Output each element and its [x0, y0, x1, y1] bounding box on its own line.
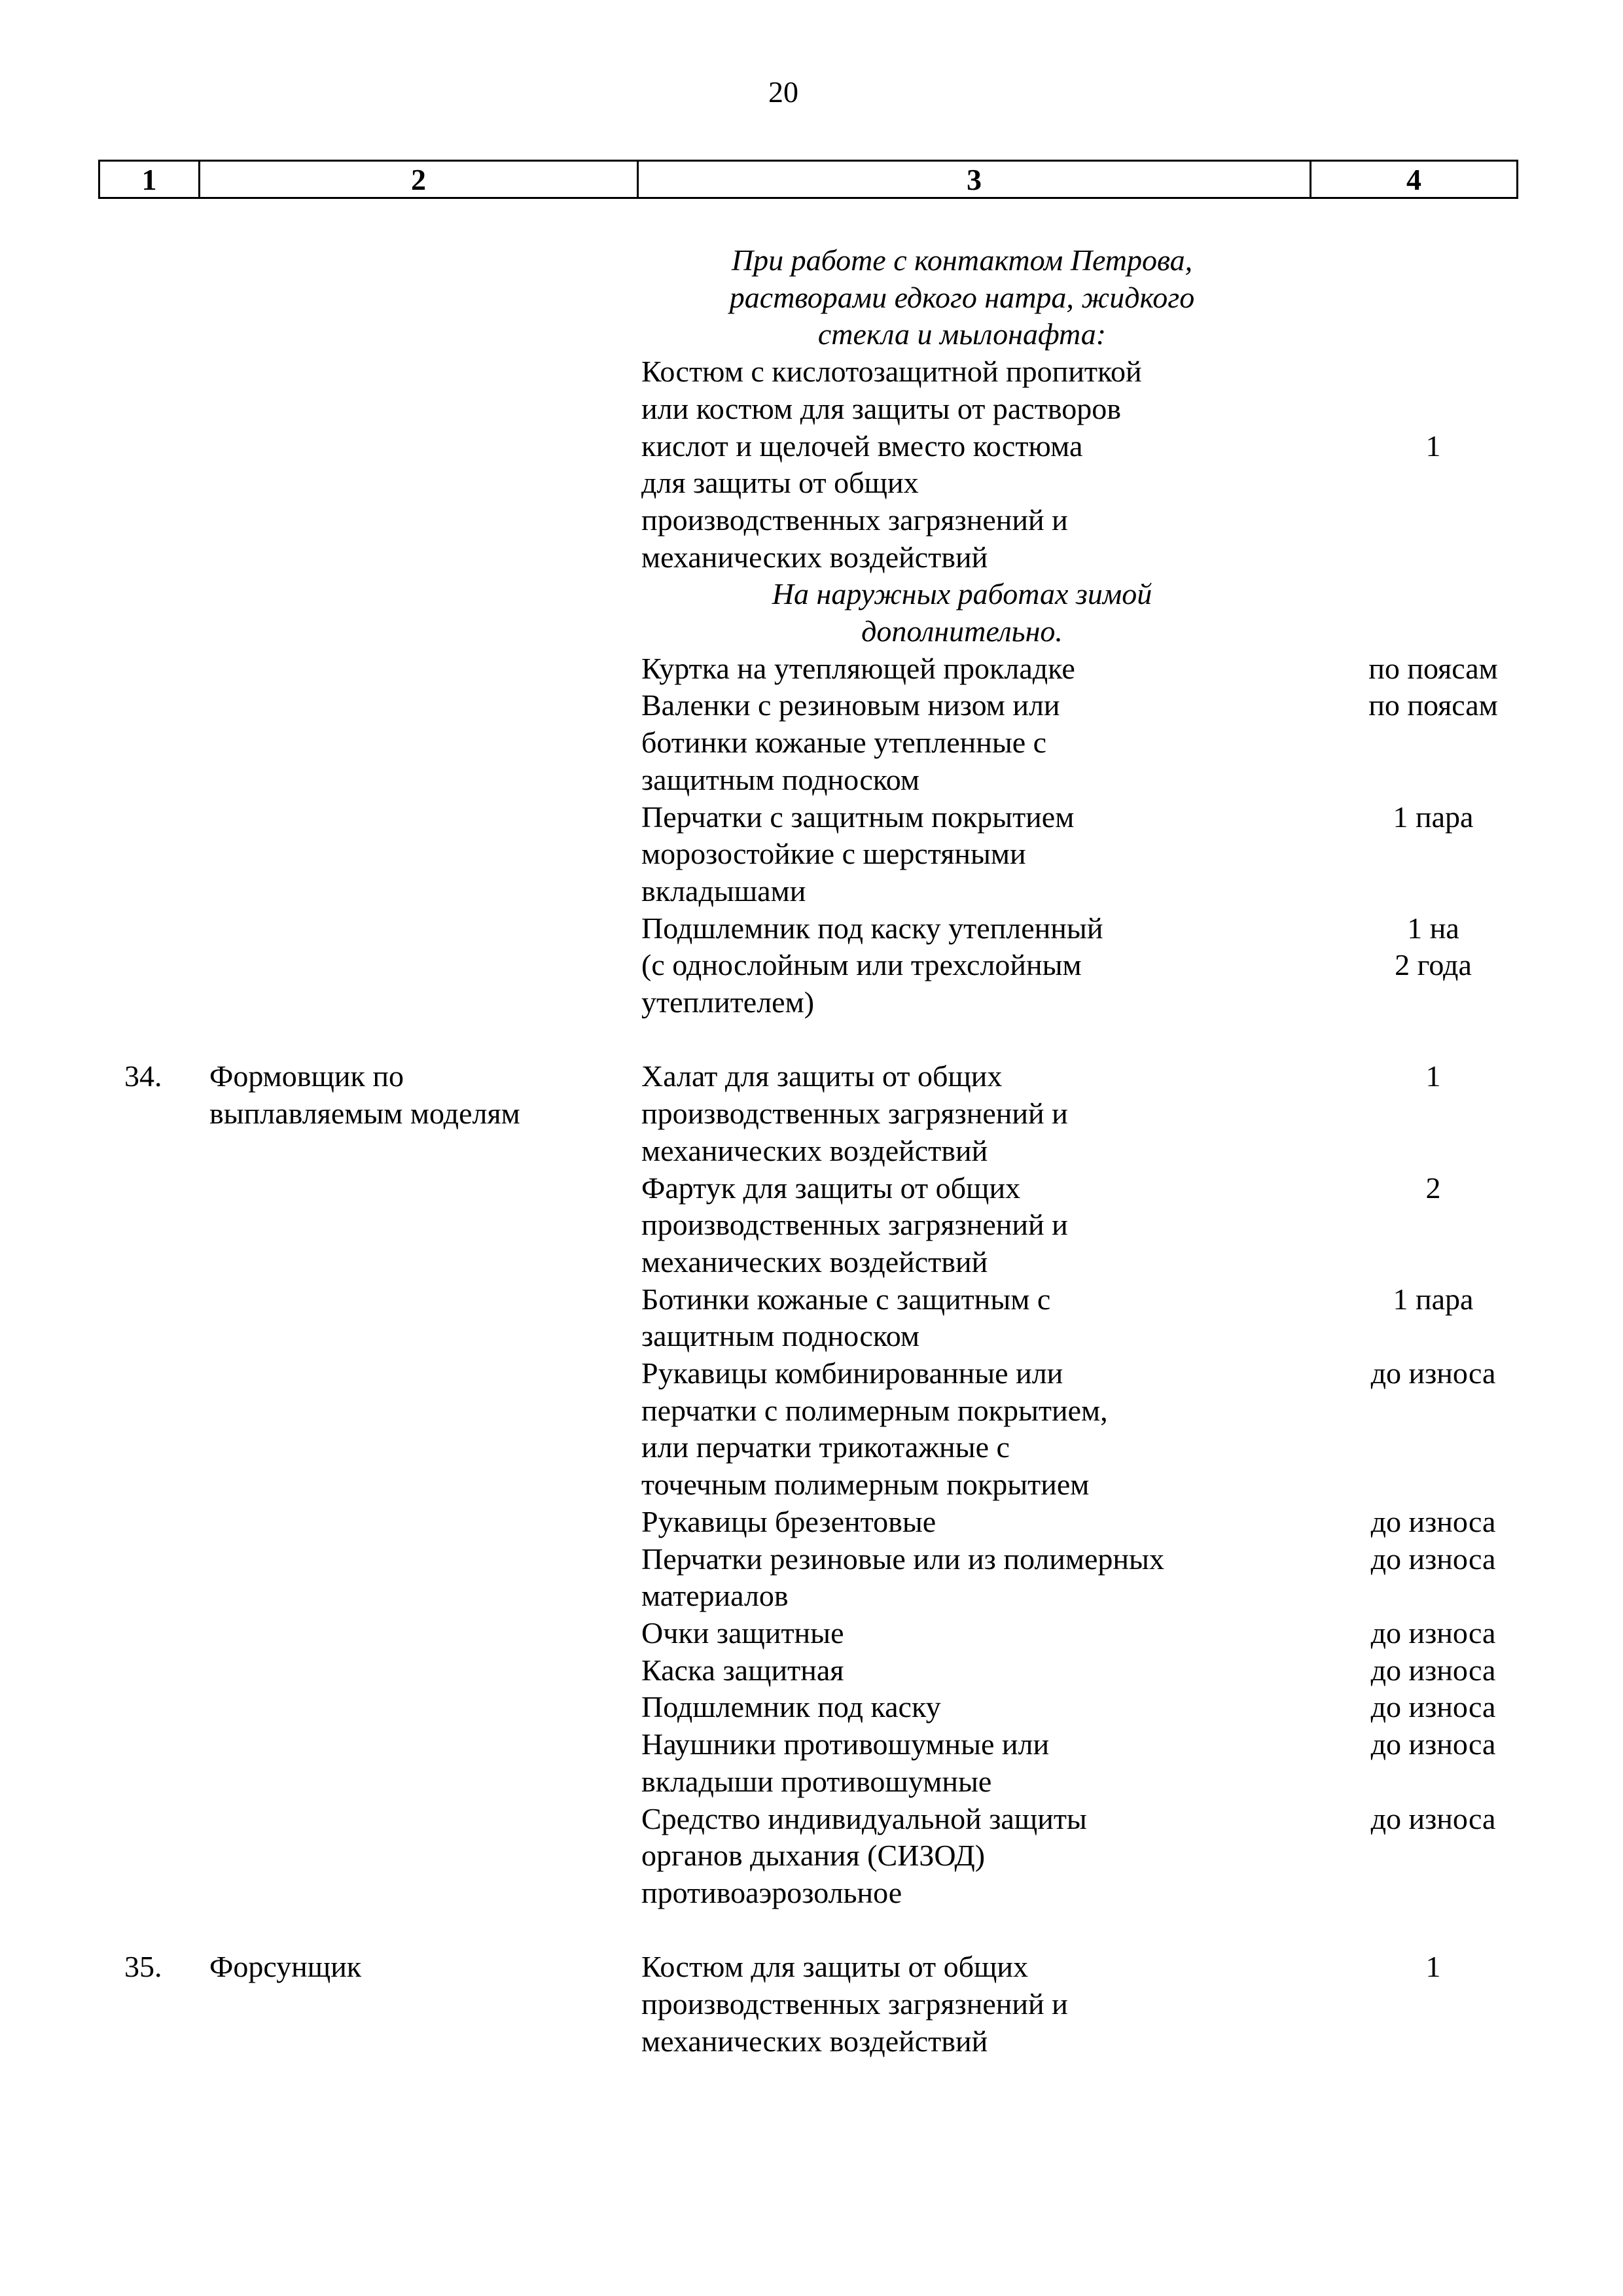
- item-name: Куртка на утепляющей прокладке: [641, 651, 1075, 685]
- item-qty: 2: [1425, 1171, 1441, 1205]
- row-number: 34.: [124, 1059, 162, 1093]
- item-name: Халат для защиты от общих производственных загрязнений и механических воздействий: [641, 1059, 1068, 1167]
- list-item: [641, 650, 1584, 688]
- item-qty: до износа: [1370, 1504, 1496, 1538]
- list-item: [641, 353, 1584, 576]
- item-qty: до износа: [1370, 1727, 1496, 1761]
- header-col-2: 2: [198, 162, 637, 197]
- list-item: [641, 799, 1584, 910]
- item-name: Перчатки резиновые или из полимерных материалов: [641, 1542, 1164, 1613]
- list-item: [641, 1541, 1584, 1615]
- table-header: [98, 160, 1518, 199]
- item-qty: 1 на 2 года: [1395, 911, 1472, 982]
- item-name: Костюм с кислотозащитной пропиткой или костюм для защиты от растворов кислот и щелочей вместо костюма для защиты от общих производственных загрязнений и механических воздействий: [641, 355, 1142, 574]
- item-qty: по поясам: [1368, 688, 1498, 722]
- list-item: [641, 1355, 1584, 1504]
- header-col-3: 3: [637, 162, 1310, 197]
- profession: Форсунщик: [209, 1950, 362, 1984]
- item-name: Очки защитные: [641, 1616, 844, 1650]
- header-col-4: 4: [1310, 162, 1516, 197]
- item-qty: до износа: [1370, 1616, 1496, 1650]
- list-item: [641, 1170, 1584, 1281]
- list-item: [641, 687, 1584, 798]
- header-col-1: 1: [141, 162, 157, 196]
- list-item: [641, 1281, 1584, 1355]
- list-item: [641, 1689, 1584, 1726]
- row-number: [0, 242, 209, 1021]
- item-name: Фартук для защиты от общих производственных загрязнений и механических воздействий: [641, 1171, 1068, 1279]
- item-qty: до износа: [1370, 1356, 1496, 1390]
- items-list: [641, 242, 1584, 1021]
- list-item: [641, 1615, 1584, 1652]
- item-name: Костюм для защиты от общих производственных загрязнений и механических воздействий: [641, 1950, 1068, 2058]
- profession: [209, 242, 641, 1021]
- item-qty: 1: [1425, 429, 1441, 463]
- item-qty: по поясам: [1368, 651, 1498, 685]
- item-name: Перчатки с защитным покрытием морозостойкие с шерстяными вкладышами: [641, 800, 1075, 908]
- item-qty: 1 пара: [1393, 800, 1474, 834]
- item-qty: 1: [1425, 1059, 1441, 1093]
- item-name: Валенки с резиновым низом или ботинки кожаные утепленные с защитным подноском: [641, 688, 1060, 796]
- item-qty: до износа: [1370, 1542, 1496, 1576]
- list-item: [641, 1949, 1584, 2060]
- table-body: [0, 242, 1623, 2060]
- row-number: 35.: [124, 1950, 162, 1984]
- list-item: [641, 910, 1584, 1021]
- item-name: Подшлемник под каску утепленный (с однослойным или трехслойным утеплителем): [641, 911, 1103, 1019]
- table-row: [0, 1949, 1623, 2060]
- list-item: [641, 1726, 1584, 1800]
- item-name: Каска защитная: [641, 1653, 844, 1687]
- item-qty: до износа: [1370, 1690, 1496, 1724]
- item-qty: 1 пара: [1393, 1282, 1474, 1316]
- item-name: Рукавицы брезентовые: [641, 1504, 936, 1538]
- page-number: 20: [768, 75, 798, 109]
- italic-note: На наружных работах зимой дополнительно.: [772, 577, 1152, 648]
- item-name: Ботинки кожаные с защитным с защитным подноском: [641, 1282, 1051, 1353]
- profession: Формовщик по выплавляемым моделям: [209, 1059, 520, 1131]
- item-name: Наушники противошумные или вкладыши противошумные: [641, 1727, 1050, 1798]
- items-list: [641, 1058, 1584, 1911]
- item-qty: 1: [1425, 1950, 1441, 1984]
- items-list: [641, 1949, 1584, 2060]
- table-row: [0, 1058, 1623, 1911]
- list-item: [641, 1058, 1584, 1169]
- continuation-row: [0, 242, 1623, 1021]
- item-name: Рукавицы комбинированные или перчатки с полимерным покрытием, или перчатки трикотажные с точечным полимерным покрытием: [641, 1356, 1108, 1502]
- item-name: Подшлемник под каску: [641, 1690, 941, 1724]
- list-item: [641, 1801, 1584, 1912]
- item-qty: до износа: [1370, 1801, 1496, 1835]
- item-qty: до износа: [1370, 1653, 1496, 1687]
- item-name: Средство индивидуальной защиты органов дыхания (СИЗОД) противоаэрозольное: [641, 1801, 1087, 1909]
- italic-note: При работе с контактом Петрова, растворами едкого натра, жидкого стекла и мылонафта:: [729, 243, 1195, 351]
- list-item: [641, 1504, 1584, 1541]
- list-item: [641, 1652, 1584, 1689]
